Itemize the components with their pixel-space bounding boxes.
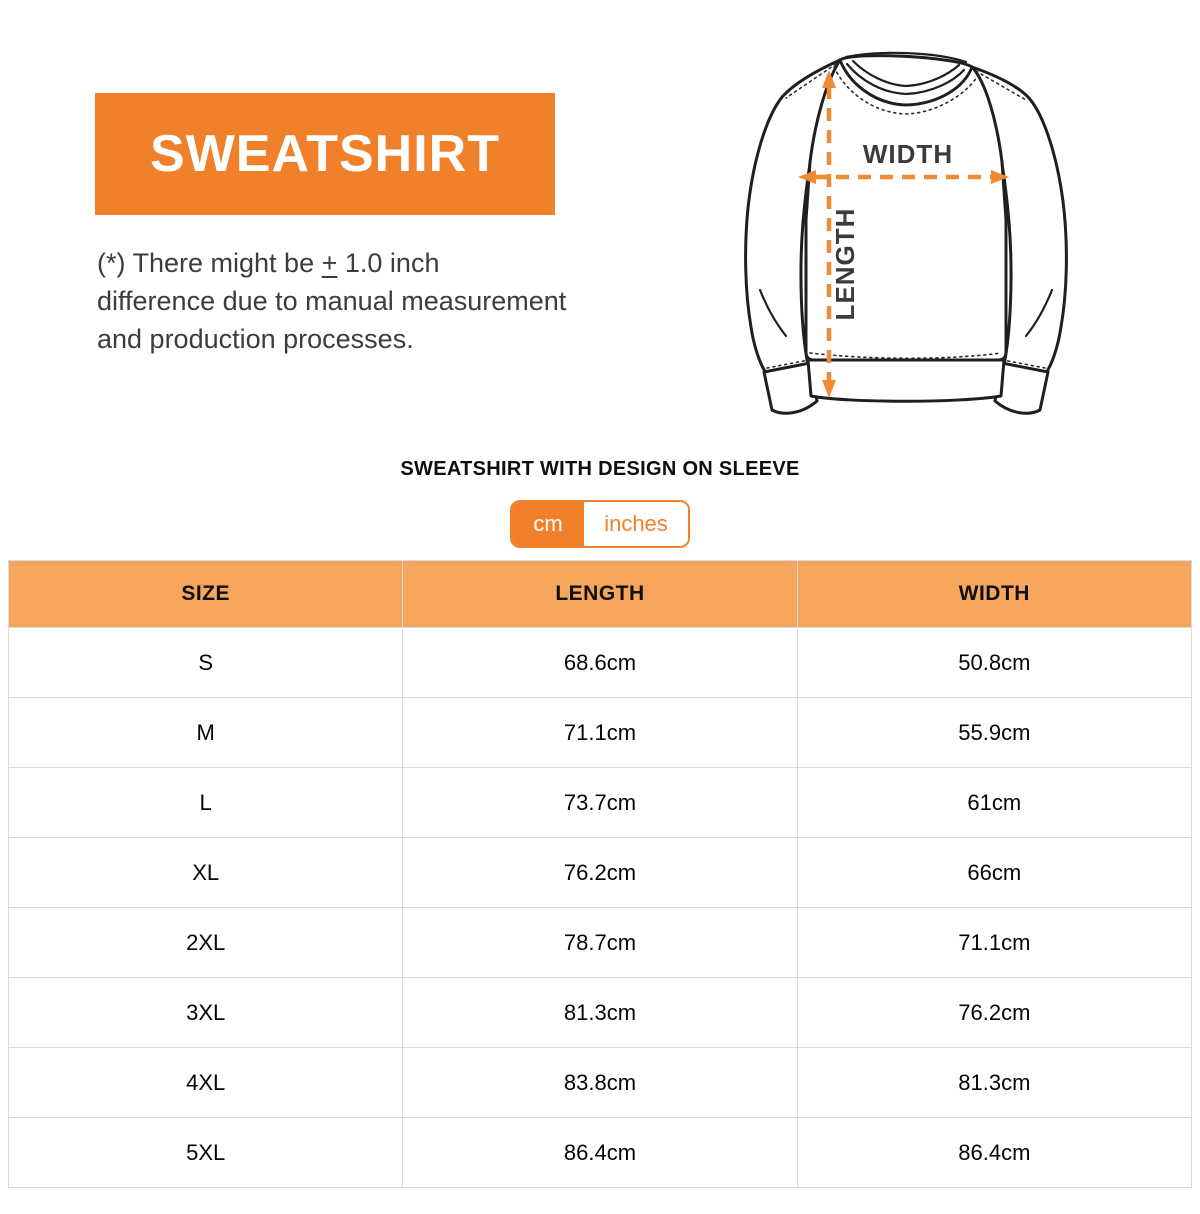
disclaimer-line-2: difference due to manual measurement [97,286,567,316]
size-cell: 2XL [9,908,403,978]
table-row [9,1048,1192,1118]
column-header-length: LENGTH [403,561,797,628]
banner-title: SWEATSHIRT [150,125,500,183]
table-row [9,908,1192,978]
table-row [9,768,1192,838]
unit-toggle-inches-button[interactable]: inches [584,502,688,546]
disclaimer-line-1 [97,244,697,282]
length-cell: 73.7cm [403,768,797,838]
column-header-size: SIZE [9,561,403,628]
table-header-row [9,561,1192,628]
sweatshirt-measurement-diagram [730,20,1110,440]
width-cell: 81.3cm [797,1048,1191,1118]
table-row [9,698,1192,768]
sweatshirt-hem-band [808,360,1004,401]
table-row [9,978,1192,1048]
width-cell: 71.1cm [797,908,1191,978]
width-cell: 66cm [797,838,1191,908]
unit-toggle-cm-button[interactable]: cm [512,502,584,546]
width-dimension-label: WIDTH [862,139,954,169]
table-row [9,838,1192,908]
length-cell: 71.1cm [403,698,797,768]
column-header-width: WIDTH [797,561,1191,628]
size-chart-table [8,560,1192,1188]
size-cell: XL [9,838,403,908]
width-cell: 86.4cm [797,1118,1191,1188]
length-cell: 78.7cm [403,908,797,978]
table-title: SWEATSHIRT WITH DESIGN ON SLEEVE [400,458,800,480]
table-row [9,628,1192,698]
length-cell: 86.4cm [403,1118,797,1188]
size-cell: 3XL [9,978,403,1048]
disclaimer-text: (*) There might be [97,248,322,278]
unit-toggle [510,500,690,548]
disclaimer-line-3: and production processes. [97,324,414,354]
product-banner [95,93,555,215]
width-cell: 61cm [797,768,1191,838]
length-cell: 83.8cm [403,1048,797,1118]
length-cell: 76.2cm [403,838,797,908]
disclaimer-text: 1.0 inch [337,248,440,278]
width-cell: 76.2cm [797,978,1191,1048]
length-cell: 68.6cm [403,628,797,698]
size-cell: 5XL [9,1118,403,1188]
size-cell: L [9,768,403,838]
size-cell: 4XL [9,1048,403,1118]
length-dimension-label: LENGTH [830,207,860,321]
width-cell: 50.8cm [797,628,1191,698]
size-cell: M [9,698,403,768]
size-cell: S [9,628,403,698]
width-cell: 55.9cm [797,698,1191,768]
plus-minus-symbol: + [321,248,338,278]
measurement-disclaimer [97,244,697,358]
length-cell: 81.3cm [403,978,797,1048]
table-row [9,1118,1192,1188]
